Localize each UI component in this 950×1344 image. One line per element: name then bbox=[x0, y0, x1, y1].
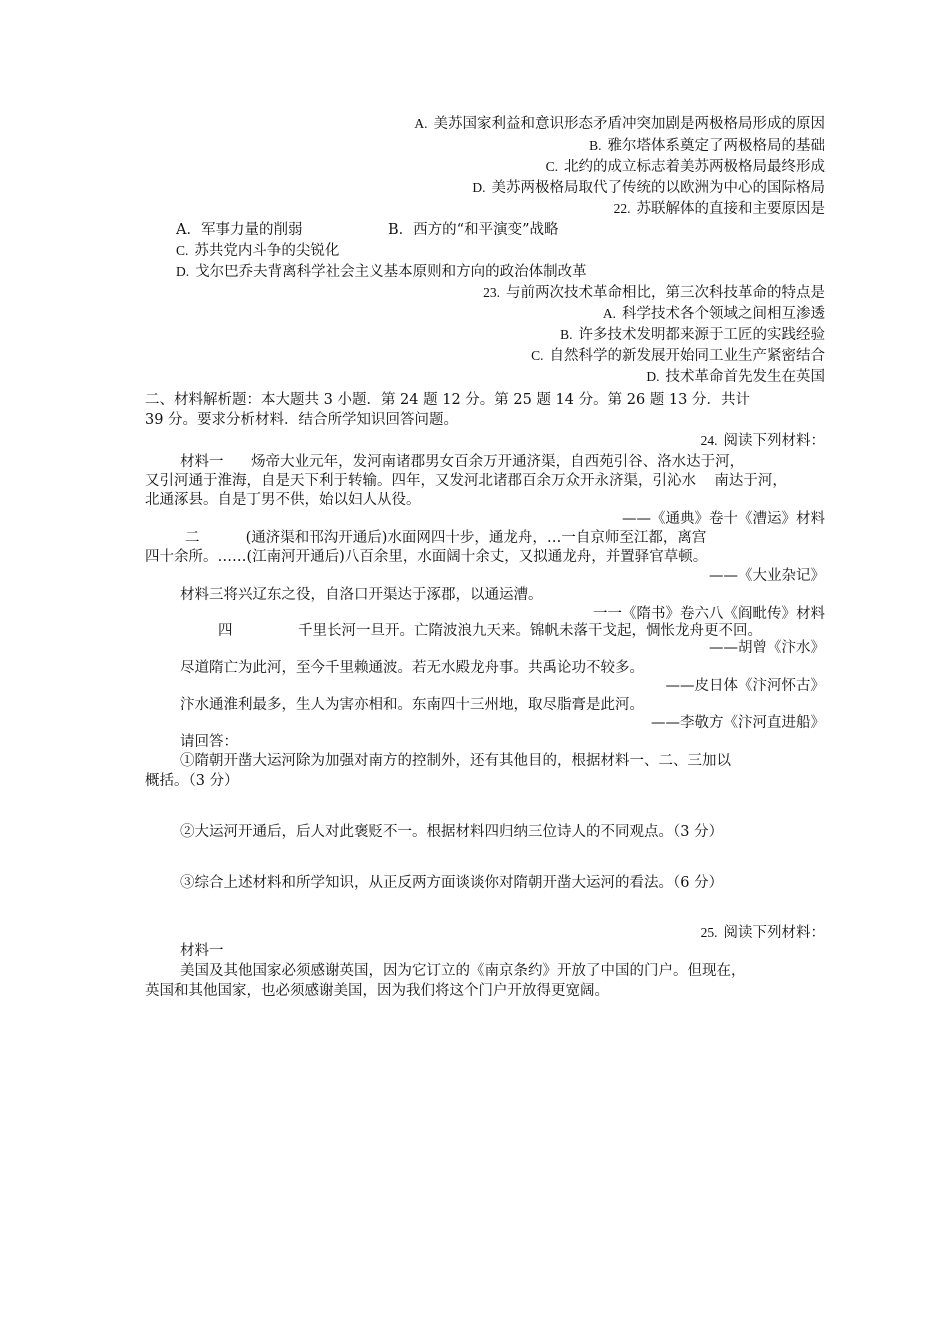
q24-poem-2-source: ——皮日体《汴河怀古》 bbox=[665, 678, 825, 694]
q22-option-d bbox=[176, 262, 587, 282]
q25-material-1-line-2: 英国和其他国家，也必须感谢美国，因为我们将这个门户开放得更宽阔。 bbox=[145, 983, 609, 999]
option-text: 苏共党内斗争的尖锐化 bbox=[194, 243, 340, 259]
q24-poem-1-source: ——胡曾《汴水》 bbox=[709, 640, 825, 656]
q24-poem-2: 尽道隋亡为此河，至今千里赖通波。若无水殿龙舟事。共禹论功不较多。 bbox=[180, 660, 644, 676]
option-label: B. bbox=[589, 138, 602, 153]
option-label: D. bbox=[646, 369, 660, 384]
q24-poem-3: 汴水通淮利最多，生人为害亦相和。东南四十三州地，取尽脂膏是此河。 bbox=[180, 697, 644, 713]
section-2-heading-line-2: 39 分。要求分析材料．结合所学知识回答问题。 bbox=[145, 412, 459, 428]
option-text: 美苏国家利益和意识形态矛盾冲突加剧是两极格局形成的原因 bbox=[433, 116, 825, 132]
q24-material-4-label: 四 bbox=[218, 623, 233, 639]
option-label: C. bbox=[531, 348, 544, 363]
q24-subquestion-2: ②大运河开通后，后人对此褒贬不一。根据材料四归纳三位诗人的不同观点。（3 分） bbox=[180, 824, 724, 840]
q21-option-c bbox=[546, 157, 825, 177]
q23-option-a bbox=[603, 304, 825, 324]
option-text: 美苏两极格局取代了传统的以欧洲为中心的国际格局 bbox=[491, 180, 825, 196]
q25-material-1-line-1: 美国及其他国家必须感谢英国，因为它订立的《南京条约》开放了中国的门户。但现在， bbox=[180, 963, 746, 979]
question-text: 阅读下列材料： bbox=[723, 925, 825, 941]
q21-option-b bbox=[589, 136, 825, 156]
q23-stem bbox=[483, 283, 825, 303]
option-text: 许多技术发明都来源于工匠的实践经验 bbox=[578, 327, 825, 343]
question-text: 苏联解体的直接和主要原因是 bbox=[636, 201, 825, 217]
q21-option-d bbox=[472, 178, 825, 198]
option-label: B. bbox=[560, 327, 573, 342]
question-number: 22. bbox=[613, 201, 631, 216]
option-label: D. bbox=[176, 264, 190, 279]
q24-material-1-source: ——《通典》卷十《漕运》材料 bbox=[622, 511, 825, 527]
q24-material-3: 材料三将兴辽东之役，自洛口开渠达于涿郡，以通运漕。 bbox=[180, 587, 543, 603]
q24-material-1-line-1: 材料一 炀帝大业元年，发河南诸郡男女百余万开通济渠，自西苑引谷、洛水达于河， bbox=[180, 454, 745, 470]
q24-ask: 请回答： bbox=[180, 734, 238, 750]
question-text: 阅读下列材料： bbox=[723, 433, 825, 449]
question-number: 24. bbox=[700, 433, 718, 448]
option-text: 自然科学的新发展开始同工业生产紧密结合 bbox=[549, 348, 825, 364]
option-text: 北约的成立标志着美苏两极格局最终形成 bbox=[564, 159, 825, 175]
q24-stem bbox=[701, 431, 825, 451]
q22-option-b: B．西方的“和平演变”战略 bbox=[388, 222, 559, 238]
q24-poem-3-source: ——李敬方《汴河直进船》 bbox=[651, 715, 825, 731]
option-text: 戈尔巴乔夫背离科学社会主义基本原则和方向的政治体制改革 bbox=[195, 264, 587, 280]
option-text: 技术革命首先发生在英国 bbox=[665, 369, 825, 385]
q24-subquestion-3: ③综合上述材料和所学知识，从正反两方面谈谈你对隋朝开凿大运河的看法。（6 分） bbox=[180, 875, 724, 891]
option-label: A. bbox=[414, 116, 428, 131]
option-label: D. bbox=[472, 180, 486, 195]
option-label: C. bbox=[176, 243, 189, 258]
q24-material-3-source: 一一《隋书》卷六八《阎毗传》材料 bbox=[593, 606, 825, 622]
q22-option-c bbox=[176, 241, 339, 261]
q24-material-1-line-3: 北通涿县。自是丁男不供，始以妇人从役。 bbox=[145, 492, 421, 508]
question-number: 23. bbox=[483, 285, 500, 300]
q23-option-d bbox=[646, 367, 825, 387]
option-text: 科学技术各个领域之间相互渗透 bbox=[622, 306, 825, 322]
question-text: 与前两次技术革命相比，第三次科技革命的特点是 bbox=[506, 285, 825, 301]
question-number: 25. bbox=[700, 925, 718, 940]
q25-material-1-label: 材料一 bbox=[180, 943, 224, 959]
q22-option-a: A．军事力量的削弱 bbox=[176, 222, 303, 238]
option-label: A. bbox=[602, 306, 616, 321]
q24-material-2-line-2: 四十余所。……(江南河开通后)八百余里，水面阔十余丈，又拟通龙舟，并置驿官草顿。 bbox=[145, 549, 708, 565]
option-label: C. bbox=[545, 159, 558, 174]
q22-stem bbox=[614, 199, 825, 219]
q24-material-1-line-2: 又引河通于淮海，自是天下利于转输。四年，又发河北诸郡百余万众开永济渠，引沁水 南达于河， bbox=[145, 473, 787, 489]
q23-option-b bbox=[560, 325, 825, 345]
q25-stem bbox=[701, 923, 825, 943]
option-text: 雅尔塔体系奠定了两极格局的基础 bbox=[607, 138, 825, 154]
q24-material-2-line-1: 二 (通济渠和邗沟开通后)水面网四十步，通龙舟，…一自京师至江都，离宫 bbox=[185, 530, 707, 546]
q24-subquestion-1-line-1: ①隋朝开凿大运河除为加强对南方的控制外，还有其他目的，根据材料一、二、三加以 bbox=[180, 753, 731, 769]
q24-poem-1: 千里长河一旦开。亡隋波浪九天来。锦帆未落干戈起，惆怅龙舟更不回。 bbox=[298, 623, 762, 639]
q21-option-a bbox=[414, 114, 825, 134]
q24-subquestion-1-line-2: 概括。（3 分） bbox=[145, 773, 239, 789]
q24-material-2-source: ——《大业杂记》 bbox=[709, 568, 825, 584]
section-2-heading-line-1: 二、材料解析题：本大题共 3 小题．第 24 题 12 分。第 25 题 14 分。第 26 题 13 分．共计 bbox=[145, 392, 750, 408]
q23-option-c bbox=[531, 346, 825, 366]
